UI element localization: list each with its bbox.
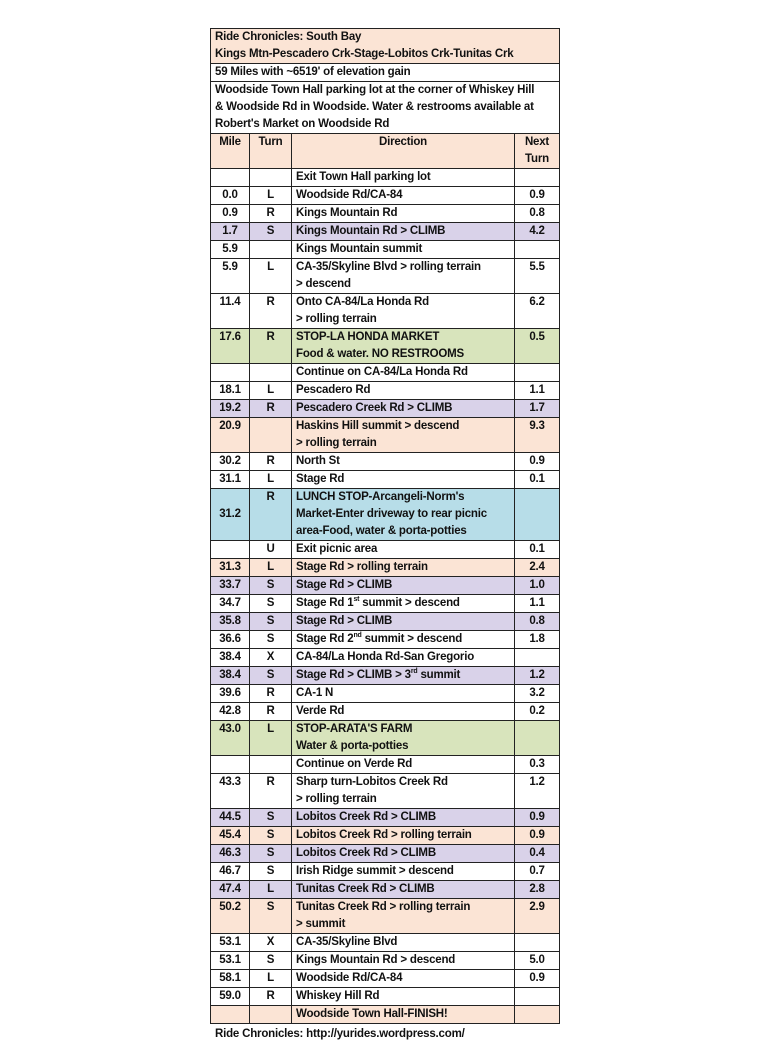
cue-mile: 19.2 [211, 400, 250, 418]
cue-direction-line: Woodside Rd/CA-84 [296, 972, 403, 984]
cue-direction-line: CA-1 N [296, 687, 334, 699]
cue-mile: 38.4 [211, 649, 250, 667]
cue-direction [292, 241, 515, 259]
cue-mile: 18.1 [211, 382, 250, 400]
cue-next-turn: 1.2 [515, 667, 560, 685]
cue-turn: S [250, 845, 292, 863]
cue-next-turn: 1.1 [515, 595, 560, 613]
cue-next-turn: 1.0 [515, 577, 560, 595]
ride-distance: 59 Miles with ~6519' of elevation gain [211, 64, 560, 82]
cue-turn: S [250, 952, 292, 970]
cue-next-turn [515, 489, 560, 541]
cue-row [211, 631, 560, 649]
cue-direction-line: Kings Mountain summit [296, 243, 423, 255]
cue-direction [292, 863, 515, 881]
cue-direction-line: Stage Rd > CLIMB [296, 579, 393, 591]
cue-mile: 53.1 [211, 952, 250, 970]
cue-direction [292, 187, 515, 205]
cue-next-turn: 5.5 [515, 259, 560, 294]
cue-mile: 59.0 [211, 988, 250, 1006]
cue-direction-line: Tunitas Creek Rd > rolling terrain [296, 901, 471, 913]
cue-row [211, 595, 560, 613]
cue-row [211, 329, 560, 364]
cue-turn [250, 1006, 292, 1024]
cue-mile [211, 169, 250, 187]
start-row [211, 82, 560, 134]
cue-row [211, 774, 560, 809]
cue-turn [250, 756, 292, 774]
cue-next-turn: 2.8 [515, 881, 560, 899]
cue-direction-line: Stage Rd > rolling terrain [296, 561, 428, 573]
cue-direction [292, 223, 515, 241]
cue-row [211, 827, 560, 845]
cue-mile: 20.9 [211, 418, 250, 453]
cue-direction [292, 703, 515, 721]
cue-direction-line: > summit [296, 918, 346, 930]
cue-direction-line: Whiskey Hill Rd [296, 990, 380, 1002]
cue-direction [292, 667, 515, 685]
cue-next-turn: 0.9 [515, 809, 560, 827]
cue-row [211, 489, 560, 541]
cue-direction-line: Continue on Verde Rd [296, 758, 413, 770]
cue-direction-line: CA-35/Skyline Blvd [296, 936, 398, 948]
cue-mile: 1.7 [211, 223, 250, 241]
cue-next-turn: 0.2 [515, 703, 560, 721]
cue-mile: 30.2 [211, 453, 250, 471]
cue-direction [292, 169, 515, 187]
start-line-2: & Woodside Rd in Woodside. Water & restrooms available at [215, 101, 534, 113]
cue-next-turn [515, 169, 560, 187]
cue-turn: L [250, 881, 292, 899]
cue-direction-line: Lobitos Creek Rd > CLIMB [296, 847, 436, 859]
cue-mile: 34.7 [211, 595, 250, 613]
cue-turn: S [250, 223, 292, 241]
cue-row [211, 881, 560, 899]
cue-turn: R [250, 489, 292, 541]
cue-mile: 38.4 [211, 667, 250, 685]
cue-turn: S [250, 899, 292, 934]
cue-direction [292, 559, 515, 577]
cue-direction [292, 952, 515, 970]
cue-direction [292, 721, 515, 756]
start-location [211, 82, 560, 134]
cue-turn: L [250, 970, 292, 988]
cue-row [211, 613, 560, 631]
cue-turn: L [250, 187, 292, 205]
title-row [211, 29, 560, 64]
cue-next-turn: 0.8 [515, 613, 560, 631]
cue-direction-line: STOP-LA HONDA MARKET [296, 331, 440, 343]
cue-next-turn: 1.7 [515, 400, 560, 418]
cue-direction [292, 631, 515, 649]
cue-next-turn: 0.9 [515, 453, 560, 471]
cue-direction-line: > descend [296, 278, 351, 290]
cue-next-turn: 4.2 [515, 223, 560, 241]
cue-direction [292, 756, 515, 774]
cue-direction [292, 881, 515, 899]
cue-next-turn: 3.2 [515, 685, 560, 703]
cue-next-turn: 2.4 [515, 559, 560, 577]
cue-turn: R [250, 774, 292, 809]
cue-turn: L [250, 559, 292, 577]
cue-direction [292, 329, 515, 364]
cue-mile: 31.1 [211, 471, 250, 489]
cue-next-turn: 1.1 [515, 382, 560, 400]
cue-turn [250, 418, 292, 453]
cue-row [211, 223, 560, 241]
cue-mile: 46.3 [211, 845, 250, 863]
cue-mile: 43.3 [211, 774, 250, 809]
column-header-direction: Direction [292, 134, 515, 169]
cue-direction-line: Pescadero Creek Rd > CLIMB [296, 402, 453, 414]
cue-next-turn: 1.8 [515, 631, 560, 649]
cue-row [211, 703, 560, 721]
cue-direction-line: Irish Ridge summit > descend [296, 865, 454, 877]
cue-direction [292, 613, 515, 631]
cue-turn: L [250, 721, 292, 756]
cue-direction-line: CA-84/La Honda Rd-San Gregorio [296, 651, 475, 663]
cue-turn: L [250, 471, 292, 489]
cue-direction-line: Verde Rd [296, 705, 345, 717]
cue-direction [292, 294, 515, 329]
cue-turn: S [250, 667, 292, 685]
cue-next-turn [515, 934, 560, 952]
cue-turn [250, 241, 292, 259]
cue-next-turn: 0.1 [515, 541, 560, 559]
cue-turn: R [250, 400, 292, 418]
cue-mile [211, 364, 250, 382]
cue-direction [292, 649, 515, 667]
sheet-title [211, 29, 560, 64]
cue-next-turn: 0.4 [515, 845, 560, 863]
cue-direction-line: Continue on CA-84/La Honda Rd [296, 366, 468, 378]
cue-mile: 0.9 [211, 205, 250, 223]
cue-mile: 31.3 [211, 559, 250, 577]
cue-direction [292, 541, 515, 559]
cue-turn: L [250, 382, 292, 400]
cue-mile: 47.4 [211, 881, 250, 899]
column-header-next-turn [515, 134, 560, 169]
cue-row [211, 649, 560, 667]
cue-row [211, 187, 560, 205]
cue-row [211, 667, 560, 685]
cue-next-turn [515, 649, 560, 667]
cue-direction [292, 988, 515, 1006]
cue-row [211, 541, 560, 559]
cue-next-turn: 0.8 [515, 205, 560, 223]
cue-next-turn [515, 241, 560, 259]
cue-direction [292, 382, 515, 400]
cue-mile: 35.8 [211, 613, 250, 631]
cue-direction-line: > rolling terrain [296, 313, 377, 325]
cue-direction-line: Water & porta-potties [296, 740, 409, 752]
cue-next-turn [515, 364, 560, 382]
cue-direction [292, 809, 515, 827]
cue-direction-line: Stage Rd 2nd summit > descend [296, 632, 463, 645]
cue-turn: X [250, 934, 292, 952]
cue-row [211, 809, 560, 827]
cue-row [211, 259, 560, 294]
cue-direction-line: CA-35/Skyline Blvd > rolling terrain [296, 261, 481, 273]
cue-row [211, 294, 560, 329]
cue-direction [292, 685, 515, 703]
cue-direction-line: STOP-ARATA'S FARM [296, 723, 413, 735]
cue-turn: S [250, 595, 292, 613]
cue-direction-line: Stage Rd 1st summit > descend [296, 596, 460, 609]
cue-turn: R [250, 703, 292, 721]
cue-direction-line: Onto CA-84/La Honda Rd [296, 296, 429, 308]
cue-sheet [210, 28, 559, 1042]
cue-direction [292, 970, 515, 988]
cue-direction [292, 453, 515, 471]
cue-direction-line: Sharp turn-Lobitos Creek Rd [296, 776, 448, 788]
cue-direction-line: Woodside Town Hall-FINISH! [296, 1008, 448, 1020]
cue-next-turn: 0.9 [515, 827, 560, 845]
cue-row [211, 169, 560, 187]
cue-direction [292, 471, 515, 489]
cue-turn: R [250, 988, 292, 1006]
cue-mile: 44.5 [211, 809, 250, 827]
cue-direction-line: Haskins Hill summit > descend [296, 420, 460, 432]
cue-direction [292, 899, 515, 934]
cue-turn: L [250, 259, 292, 294]
cue-direction-line: Tunitas Creek Rd > CLIMB [296, 883, 435, 895]
cue-next-turn: 0.7 [515, 863, 560, 881]
cue-direction-line: Lobitos Creek Rd > rolling terrain [296, 829, 472, 841]
cue-direction [292, 934, 515, 952]
cue-mile: 43.0 [211, 721, 250, 756]
cue-turn: X [250, 649, 292, 667]
cue-row [211, 756, 560, 774]
cue-turn: S [250, 827, 292, 845]
cue-direction [292, 400, 515, 418]
cue-mile: 50.2 [211, 899, 250, 934]
cue-direction-line: Market-Enter driveway to rear picnic [296, 508, 487, 520]
distance-row [211, 64, 560, 82]
cue-next-turn [515, 721, 560, 756]
cue-mile: 58.1 [211, 970, 250, 988]
cue-row [211, 988, 560, 1006]
cue-direction-line: > rolling terrain [296, 793, 377, 805]
cue-row [211, 382, 560, 400]
cue-turn: S [250, 577, 292, 595]
cue-row [211, 685, 560, 703]
cue-direction [292, 489, 515, 541]
cue-direction-line: Kings Mountain Rd > descend [296, 954, 456, 966]
cue-row [211, 1006, 560, 1024]
cue-turn: S [250, 613, 292, 631]
cue-direction-line: Food & water. NO RESTROOMS [296, 348, 464, 360]
cue-row [211, 863, 560, 881]
cue-direction [292, 845, 515, 863]
cue-direction [292, 577, 515, 595]
cue-direction-line: Kings Mountain Rd [296, 207, 398, 219]
cue-direction-line: Stage Rd > CLIMB > 3rd summit [296, 668, 461, 681]
cue-next-turn [515, 1006, 560, 1024]
cue-mile: 39.6 [211, 685, 250, 703]
cue-turn [250, 364, 292, 382]
cue-row [211, 559, 560, 577]
cue-mile: 33.7 [211, 577, 250, 595]
cue-row [211, 205, 560, 223]
cue-row [211, 241, 560, 259]
column-header-mile: Mile [211, 134, 250, 169]
cue-next-turn: 1.2 [515, 774, 560, 809]
column-header-row [211, 134, 560, 169]
start-line-1: Woodside Town Hall parking lot at the corner of Whiskey Hill [215, 84, 535, 96]
cue-direction [292, 364, 515, 382]
cue-turn: R [250, 294, 292, 329]
cue-direction-line: Stage Rd > CLIMB [296, 615, 393, 627]
cue-direction-line: area-Food, water & porta-potties [296, 525, 467, 537]
cue-row [211, 721, 560, 756]
title-line-2: Kings Mtn-Pescadero Crk-Stage-Lobitos Crk-Tunitas Crk [215, 48, 514, 60]
cue-mile: 17.6 [211, 329, 250, 364]
cue-mile [211, 756, 250, 774]
next-header-line-2: Turn [525, 153, 549, 165]
cue-row [211, 400, 560, 418]
footer-credit: Ride Chronicles: http://yurides.wordpress.com/ [215, 1028, 465, 1040]
cue-row [211, 453, 560, 471]
cue-next-turn: 0.1 [515, 471, 560, 489]
cue-next-turn: 6.2 [515, 294, 560, 329]
cue-row [211, 952, 560, 970]
cue-direction-line: Exit Town Hall parking lot [296, 171, 431, 183]
title-line-1: Ride Chronicles: South Bay [215, 31, 362, 43]
cue-direction-line: > rolling terrain [296, 437, 377, 449]
cue-direction-line: Exit picnic area [296, 543, 378, 555]
cue-table [210, 28, 560, 1024]
cue-turn: S [250, 631, 292, 649]
cue-next-turn: 0.5 [515, 329, 560, 364]
cue-next-turn [515, 988, 560, 1006]
cue-direction [292, 827, 515, 845]
cue-turn: R [250, 685, 292, 703]
cue-mile [211, 541, 250, 559]
cue-direction-line: Pescadero Rd [296, 384, 371, 396]
cue-mile: 11.4 [211, 294, 250, 329]
cue-row [211, 899, 560, 934]
next-header-line-1: Next [524, 136, 550, 148]
cue-turn: S [250, 863, 292, 881]
cue-direction [292, 595, 515, 613]
cue-next-turn: 9.3 [515, 418, 560, 453]
cue-turn: R [250, 453, 292, 471]
cue-direction-line: North St [296, 455, 340, 467]
cue-direction-line: Lobitos Creek Rd > CLIMB [296, 811, 436, 823]
cue-next-turn: 0.9 [515, 970, 560, 988]
cue-direction [292, 205, 515, 223]
cue-turn: U [250, 541, 292, 559]
cue-mile: 46.7 [211, 863, 250, 881]
cue-direction-line: Kings Mountain Rd > CLIMB [296, 225, 446, 237]
column-header-turn: Turn [250, 134, 292, 169]
cue-mile [211, 1006, 250, 1024]
cue-turn: R [250, 329, 292, 364]
cue-row [211, 845, 560, 863]
cue-turn: S [250, 809, 292, 827]
cue-row [211, 970, 560, 988]
cue-mile: 53.1 [211, 934, 250, 952]
cue-mile: 31.2 [211, 489, 250, 541]
cue-mile: 45.4 [211, 827, 250, 845]
cue-mile: 5.9 [211, 241, 250, 259]
cue-next-turn: 0.3 [515, 756, 560, 774]
cue-row [211, 418, 560, 453]
cue-direction-line: Woodside Rd/CA-84 [296, 189, 403, 201]
cue-row [211, 934, 560, 952]
cue-mile: 36.6 [211, 631, 250, 649]
cue-direction [292, 259, 515, 294]
cue-row [211, 577, 560, 595]
cue-direction-line: Stage Rd [296, 473, 345, 485]
cue-next-turn: 2.9 [515, 899, 560, 934]
cue-direction [292, 774, 515, 809]
start-line-3: Robert's Market on Woodside Rd [215, 118, 390, 130]
cue-direction [292, 418, 515, 453]
cue-mile: 5.9 [211, 259, 250, 294]
cue-next-turn: 0.9 [515, 187, 560, 205]
cue-mile: 42.8 [211, 703, 250, 721]
cue-turn: R [250, 205, 292, 223]
cue-direction [292, 1006, 515, 1024]
cue-direction-line: LUNCH STOP-Arcangeli-Norm's [296, 491, 465, 503]
cue-next-turn: 5.0 [515, 952, 560, 970]
cue-mile: 0.0 [211, 187, 250, 205]
cue-row [211, 364, 560, 382]
cue-turn [250, 169, 292, 187]
cue-row [211, 471, 560, 489]
